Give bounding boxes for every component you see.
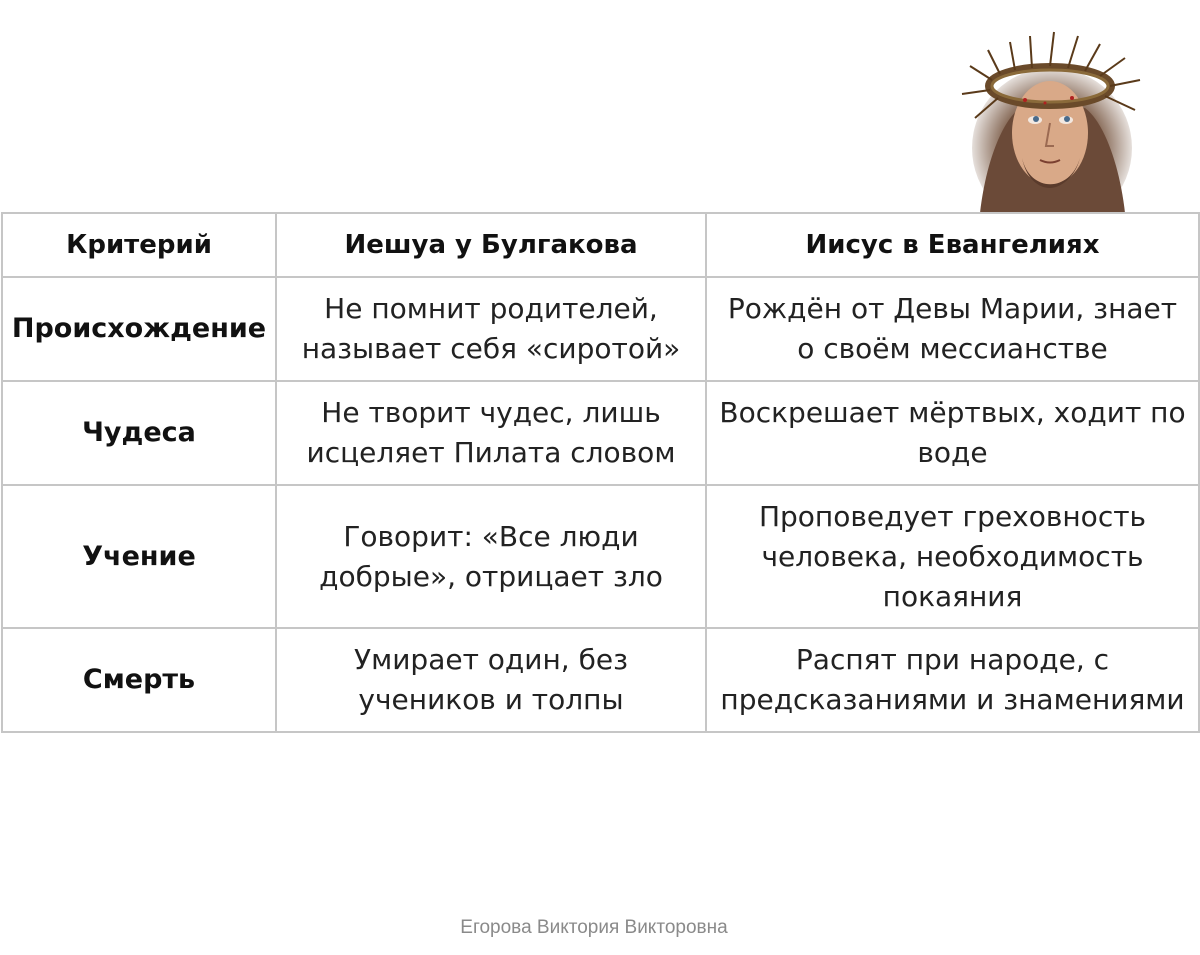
yeshua-cell: Не помнит родителей, называет себя «сиротой» [276,277,706,381]
yeshua-cell: Не творит чудес, лишь исцеляет Пилата словом [276,381,706,485]
header-yeshua-bulgakov: Иешуа у Булгакова [276,213,706,277]
criterion-cell: Чудеса [2,381,276,485]
comparison-table [1,212,1200,733]
footer-author: Егорова Виктория Викторовна [460,917,728,938]
header-criterion: Критерий [2,213,276,277]
jesus-cell: Воскрешает мёртвых, ходит по воде [706,381,1199,485]
table-row [2,628,1199,732]
jesus-cell: Проповедует греховность человека, необходимость покаяния [706,485,1199,628]
yeshua-cell: Умирает один, без учеников и толпы [276,628,706,732]
header-jesus-gospels: Иисус в Евангелиях [706,213,1199,277]
jesus-cell: Рождён от Девы Марии, знает о своём мессианстве [706,277,1199,381]
table-row [2,277,1199,381]
criterion-cell: Смерть [2,628,276,732]
yeshua-cell: Говорит: «Все люди добрые», отрицает зло [276,485,706,628]
table-row [2,485,1199,628]
criterion-cell: Происхождение [2,277,276,381]
jesus-cell: Распят при народе, с предсказаниями и знамениями [706,628,1199,732]
table-row [2,381,1199,485]
table-header-row [2,213,1199,277]
jesus-crown-of-thorns-portrait [940,28,1170,213]
criterion-cell: Учение [2,485,276,628]
